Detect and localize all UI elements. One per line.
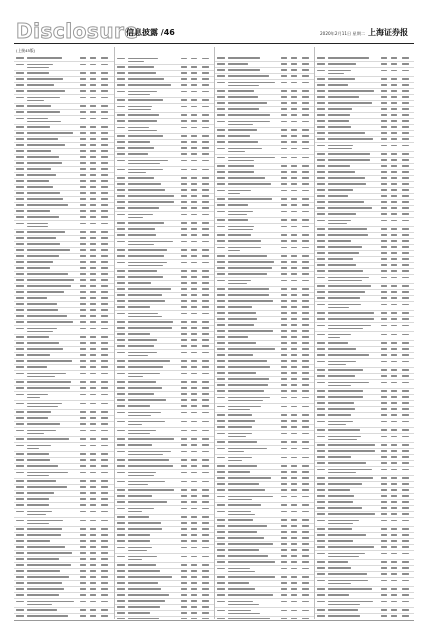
table-row — [14, 371, 114, 380]
table-row — [315, 380, 414, 389]
table-row — [315, 614, 414, 619]
table-row — [215, 395, 315, 404]
table-row — [115, 89, 215, 98]
table-row — [315, 302, 414, 311]
continued-note: (上接45版) — [16, 48, 36, 53]
table-row — [115, 371, 215, 380]
table-row — [215, 617, 315, 619]
table-row — [14, 392, 114, 401]
table-row — [115, 158, 215, 167]
table-row — [115, 350, 215, 359]
disclosure-table — [14, 47, 414, 619]
table-column-1 — [14, 47, 114, 619]
table-row — [115, 260, 215, 269]
table-row — [14, 221, 114, 230]
table-row — [14, 518, 114, 527]
table-column-3 — [214, 47, 315, 619]
table-row — [115, 470, 215, 479]
table-row — [14, 470, 114, 479]
dateline: 2020年2月11日 星期二 — [320, 31, 366, 36]
table-row — [215, 509, 315, 518]
table-row — [215, 431, 315, 440]
table-row — [14, 443, 114, 452]
table-row — [115, 617, 215, 619]
table-column-2 — [114, 47, 215, 619]
table-row — [115, 239, 215, 248]
table-row — [215, 209, 315, 218]
section-title: 信息披露 /46 — [126, 28, 175, 37]
table-row — [115, 449, 215, 458]
table-row — [115, 428, 215, 437]
table-row — [14, 401, 114, 410]
table-row — [14, 509, 114, 518]
table-row — [14, 116, 114, 125]
table-row — [315, 578, 414, 587]
table-row — [14, 62, 114, 71]
table-row — [215, 566, 315, 575]
newspaper-logo: 上海证券报 — [368, 27, 408, 37]
masthead-title: Disclosure — [16, 19, 139, 43]
table-row — [315, 518, 414, 527]
table-row — [315, 467, 414, 476]
table-row — [14, 599, 114, 608]
header-rule — [14, 43, 414, 44]
table-row — [315, 143, 414, 152]
table-row — [215, 446, 315, 455]
table-rows — [315, 56, 414, 619]
table-rows — [215, 56, 315, 619]
table-rows — [115, 56, 215, 619]
table-row — [14, 428, 114, 437]
table-row — [215, 599, 315, 608]
table-row — [115, 545, 215, 554]
table-row — [315, 218, 414, 227]
table-row — [315, 275, 414, 284]
table-row — [14, 326, 114, 335]
table-row — [115, 125, 215, 134]
table-row — [315, 68, 414, 77]
table-row — [215, 455, 315, 464]
table-row — [315, 551, 414, 560]
table-row — [215, 224, 315, 233]
table-row — [115, 104, 215, 113]
table-rows — [14, 56, 114, 619]
table-row — [315, 599, 414, 608]
footer-rule — [14, 620, 414, 621]
table-row — [215, 278, 315, 287]
table-row — [215, 494, 315, 503]
table-row — [115, 212, 215, 221]
table-row — [315, 434, 414, 443]
table-row — [215, 146, 315, 155]
table-row — [115, 554, 215, 563]
table-row — [315, 332, 414, 341]
table-row — [215, 119, 315, 128]
table-row — [215, 188, 315, 197]
table-row — [115, 56, 215, 65]
table-row — [215, 80, 315, 89]
table-row — [115, 479, 215, 488]
table-row — [315, 359, 414, 368]
table-row — [115, 311, 215, 320]
table-row — [215, 404, 315, 413]
table-row — [115, 419, 215, 428]
table-row — [215, 155, 315, 164]
table-row — [215, 608, 315, 617]
table-row — [115, 506, 215, 515]
table-row — [215, 245, 315, 254]
table-row — [115, 410, 215, 419]
table-row — [115, 167, 215, 176]
table-row — [315, 419, 414, 428]
table-column-4 — [314, 47, 414, 619]
table-row — [315, 323, 414, 332]
table-row — [14, 614, 114, 619]
table-row — [14, 95, 114, 104]
